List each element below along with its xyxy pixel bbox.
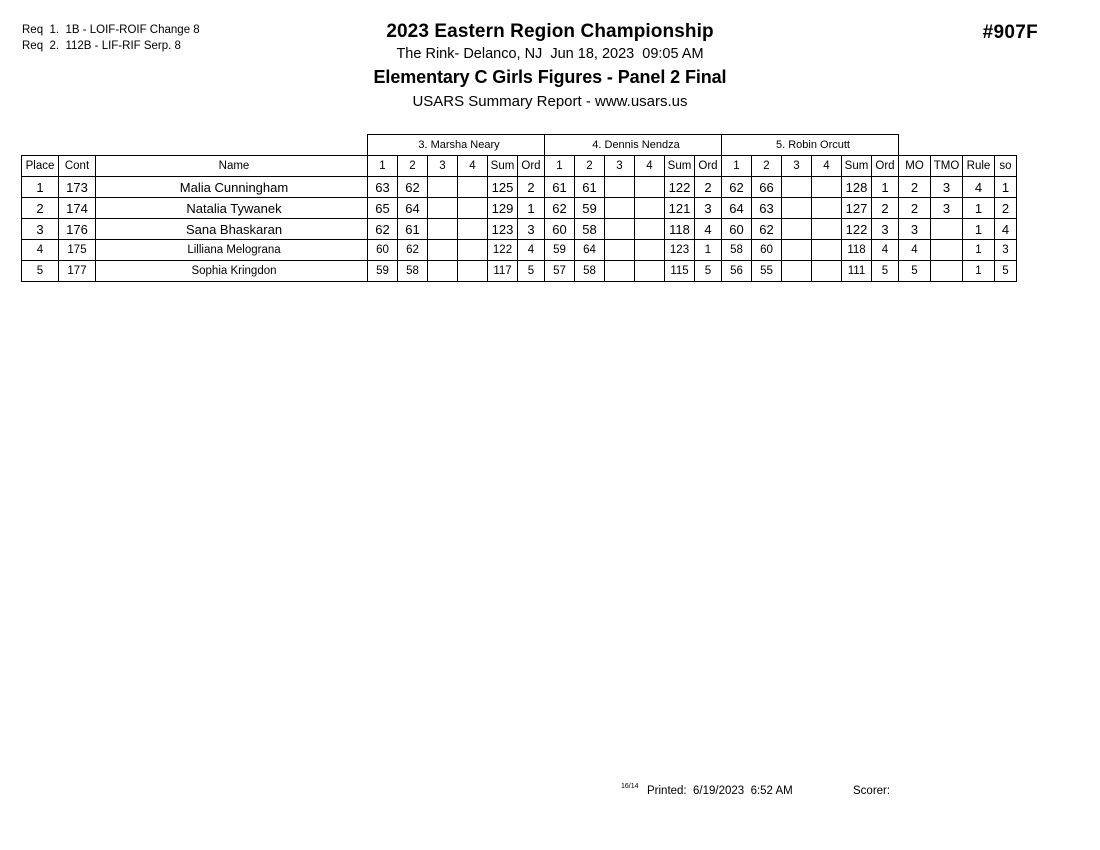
table-row [22, 261, 1017, 282]
row-j5-fig3 [782, 219, 812, 240]
row-j3-fig3 [428, 177, 458, 198]
header-j4-fig4: 4 [635, 156, 665, 177]
row-j5-fig1: 64 [722, 198, 752, 219]
row-place: 5 [22, 261, 59, 282]
row-j5-fig4 [812, 198, 842, 219]
row-j5-sum: 127 [842, 198, 872, 219]
header-place: Place [22, 156, 59, 177]
row-j3-fig2: 61 [398, 219, 428, 240]
header-j5-fig4: 4 [812, 156, 842, 177]
row-name: Sana Bhaskaran [96, 219, 368, 240]
table-row [22, 219, 1017, 240]
row-j5-ord: 4 [872, 240, 899, 261]
judge-4-name: 4. Dennis Nendza [545, 135, 722, 156]
row-j4-ord: 5 [695, 261, 722, 282]
row-j5-fig4 [812, 261, 842, 282]
row-j3-fig2: 62 [398, 240, 428, 261]
row-j4-ord: 4 [695, 219, 722, 240]
row-j3-fig1: 62 [368, 219, 398, 240]
row-name: Lilliana Melograna [96, 240, 368, 261]
header-j5-sum: Sum [842, 156, 872, 177]
header-rule: Rule [963, 156, 995, 177]
row-j3-fig3 [428, 198, 458, 219]
footer-printed: Printed: 6/19/2023 6:52 AM [647, 785, 793, 797]
row-tmo: 3 [931, 177, 963, 198]
row-so: 5 [995, 261, 1017, 282]
row-j4-fig2: 58 [575, 261, 605, 282]
header-j3-fig1: 1 [368, 156, 398, 177]
row-tmo [931, 261, 963, 282]
header-mo: MO [899, 156, 931, 177]
row-j4-fig4 [635, 198, 665, 219]
row-j3-sum: 125 [488, 177, 518, 198]
event-title: 2023 Eastern Region Championship [386, 21, 714, 42]
row-rule: 1 [963, 261, 995, 282]
row-mo: 2 [899, 198, 931, 219]
column-header-row [22, 156, 1017, 177]
row-place: 2 [22, 198, 59, 219]
requirement-line-1: Req 1. 1B - LOIF-ROIF Change 8 [22, 24, 200, 36]
row-tmo [931, 240, 963, 261]
table-row [22, 198, 1017, 219]
document-number: #907F [982, 22, 1038, 43]
row-j3-sum: 123 [488, 219, 518, 240]
row-so: 3 [995, 240, 1017, 261]
header-j4-ord: Ord [695, 156, 722, 177]
header-j4-sum: Sum [665, 156, 695, 177]
row-j3-ord: 3 [518, 219, 545, 240]
row-mo: 2 [899, 177, 931, 198]
row-j4-sum: 115 [665, 261, 695, 282]
row-j4-fig4 [635, 240, 665, 261]
row-j3-fig3 [428, 261, 458, 282]
row-j3-ord: 4 [518, 240, 545, 261]
row-rule: 1 [963, 219, 995, 240]
row-j3-fig1: 63 [368, 177, 398, 198]
row-tmo [931, 219, 963, 240]
row-j5-fig2: 66 [752, 177, 782, 198]
row-j5-fig1: 56 [722, 261, 752, 282]
row-cont: 177 [59, 261, 96, 282]
header-cont: Cont [59, 156, 96, 177]
row-j3-fig1: 59 [368, 261, 398, 282]
requirement-line-2: Req 2. 112B - LIF-RIF Serp. 8 [22, 40, 181, 52]
row-j5-sum: 111 [842, 261, 872, 282]
row-j5-fig1: 62 [722, 177, 752, 198]
row-j4-sum: 121 [665, 198, 695, 219]
row-mo: 4 [899, 240, 931, 261]
row-cont: 173 [59, 177, 96, 198]
row-name: Malia Cunningham [96, 177, 368, 198]
row-j4-fig3 [605, 198, 635, 219]
row-rule: 4 [963, 177, 995, 198]
header-j3-fig3: 3 [428, 156, 458, 177]
row-j4-fig2: 58 [575, 219, 605, 240]
judge-5-name: 5. Robin Orcutt [722, 135, 899, 156]
row-j3-fig3 [428, 240, 458, 261]
row-j5-fig4 [812, 240, 842, 261]
report-line: USARS Summary Report - www.usars.us [412, 93, 688, 110]
row-j3-sum: 129 [488, 198, 518, 219]
row-j5-fig2: 63 [752, 198, 782, 219]
judge-header-row [22, 135, 1017, 156]
row-j5-fig2: 60 [752, 240, 782, 261]
row-j3-fig2: 62 [398, 177, 428, 198]
row-j4-fig4 [635, 219, 665, 240]
row-j4-ord: 1 [695, 240, 722, 261]
header-j4-fig1: 1 [545, 156, 575, 177]
row-place: 1 [22, 177, 59, 198]
row-j5-fig3 [782, 198, 812, 219]
row-j3-sum: 122 [488, 240, 518, 261]
row-so: 1 [995, 177, 1017, 198]
row-mo: 5 [899, 261, 931, 282]
row-j4-fig3 [605, 219, 635, 240]
row-j4-fig2: 61 [575, 177, 605, 198]
row-j4-sum: 123 [665, 240, 695, 261]
row-j5-ord: 5 [872, 261, 899, 282]
header-j5-ord: Ord [872, 156, 899, 177]
row-j5-fig4 [812, 177, 842, 198]
row-name: Natalia Tywanek [96, 198, 368, 219]
header-j4-fig3: 3 [605, 156, 635, 177]
row-j4-fig1: 61 [545, 177, 575, 198]
row-j5-sum: 128 [842, 177, 872, 198]
category-title: Elementary C Girls Figures - Panel 2 Final [373, 67, 727, 87]
header-j4-fig2: 2 [575, 156, 605, 177]
row-j5-fig1: 60 [722, 219, 752, 240]
row-j4-fig1: 59 [545, 240, 575, 261]
row-j4-ord: 2 [695, 177, 722, 198]
header-j3-sum: Sum [488, 156, 518, 177]
row-place: 4 [22, 240, 59, 261]
row-j5-fig4 [812, 219, 842, 240]
row-rule: 1 [963, 198, 995, 219]
header-tmo: TMO [931, 156, 963, 177]
venue-line: The Rink- Delanco, NJ Jun 18, 2023 09:05 AM [396, 46, 704, 62]
row-j3-fig4 [458, 177, 488, 198]
row-j3-fig2: 58 [398, 261, 428, 282]
row-j4-fig3 [605, 177, 635, 198]
row-j4-fig2: 59 [575, 198, 605, 219]
row-j4-fig3 [605, 240, 635, 261]
row-j5-ord: 3 [872, 219, 899, 240]
row-j4-sum: 118 [665, 219, 695, 240]
row-name: Sophia Kringdon [96, 261, 368, 282]
footer-scorer-label: Scorer: [853, 785, 891, 797]
row-tmo: 3 [931, 198, 963, 219]
header-j5-fig3: 3 [782, 156, 812, 177]
footer-code: 16/14 [621, 783, 639, 790]
row-j4-fig2: 64 [575, 240, 605, 261]
row-j3-fig4 [458, 261, 488, 282]
results-sheet [21, 134, 1017, 282]
header-j3-fig4: 4 [458, 156, 488, 177]
row-j5-sum: 118 [842, 240, 872, 261]
row-j5-fig2: 55 [752, 261, 782, 282]
row-j5-ord: 2 [872, 198, 899, 219]
table-row [22, 240, 1017, 261]
row-j5-fig2: 62 [752, 219, 782, 240]
results-table [21, 134, 1017, 282]
row-j3-ord: 2 [518, 177, 545, 198]
row-j4-fig4 [635, 177, 665, 198]
row-j4-fig1: 62 [545, 198, 575, 219]
row-place: 3 [22, 219, 59, 240]
header-so: so [995, 156, 1017, 177]
row-cont: 176 [59, 219, 96, 240]
row-cont: 174 [59, 198, 96, 219]
row-j3-fig3 [428, 219, 458, 240]
row-cont: 175 [59, 240, 96, 261]
row-j3-fig4 [458, 219, 488, 240]
row-so: 2 [995, 198, 1017, 219]
row-j5-fig3 [782, 261, 812, 282]
header-j5-fig1: 1 [722, 156, 752, 177]
row-j4-ord: 3 [695, 198, 722, 219]
row-rule: 1 [963, 240, 995, 261]
row-j3-sum: 117 [488, 261, 518, 282]
row-j4-fig4 [635, 261, 665, 282]
table-row [22, 177, 1017, 198]
header-j5-fig2: 2 [752, 156, 782, 177]
row-j3-fig2: 64 [398, 198, 428, 219]
row-j3-fig4 [458, 198, 488, 219]
row-j5-ord: 1 [872, 177, 899, 198]
row-j5-fig3 [782, 177, 812, 198]
row-so: 4 [995, 219, 1017, 240]
row-j5-sum: 122 [842, 219, 872, 240]
row-j3-ord: 5 [518, 261, 545, 282]
header-j3-fig2: 2 [398, 156, 428, 177]
row-mo: 3 [899, 219, 931, 240]
row-j4-fig3 [605, 261, 635, 282]
row-j4-fig1: 60 [545, 219, 575, 240]
row-j3-ord: 1 [518, 198, 545, 219]
row-j3-fig1: 65 [368, 198, 398, 219]
header-name: Name [96, 156, 368, 177]
row-j5-fig3 [782, 240, 812, 261]
header-j3-ord: Ord [518, 156, 545, 177]
row-j3-fig4 [458, 240, 488, 261]
row-j4-fig1: 57 [545, 261, 575, 282]
judge-3-name: 3. Marsha Neary [368, 135, 545, 156]
title-block [0, 20, 1100, 113]
row-j4-sum: 122 [665, 177, 695, 198]
row-j3-fig1: 60 [368, 240, 398, 261]
row-j5-fig1: 58 [722, 240, 752, 261]
